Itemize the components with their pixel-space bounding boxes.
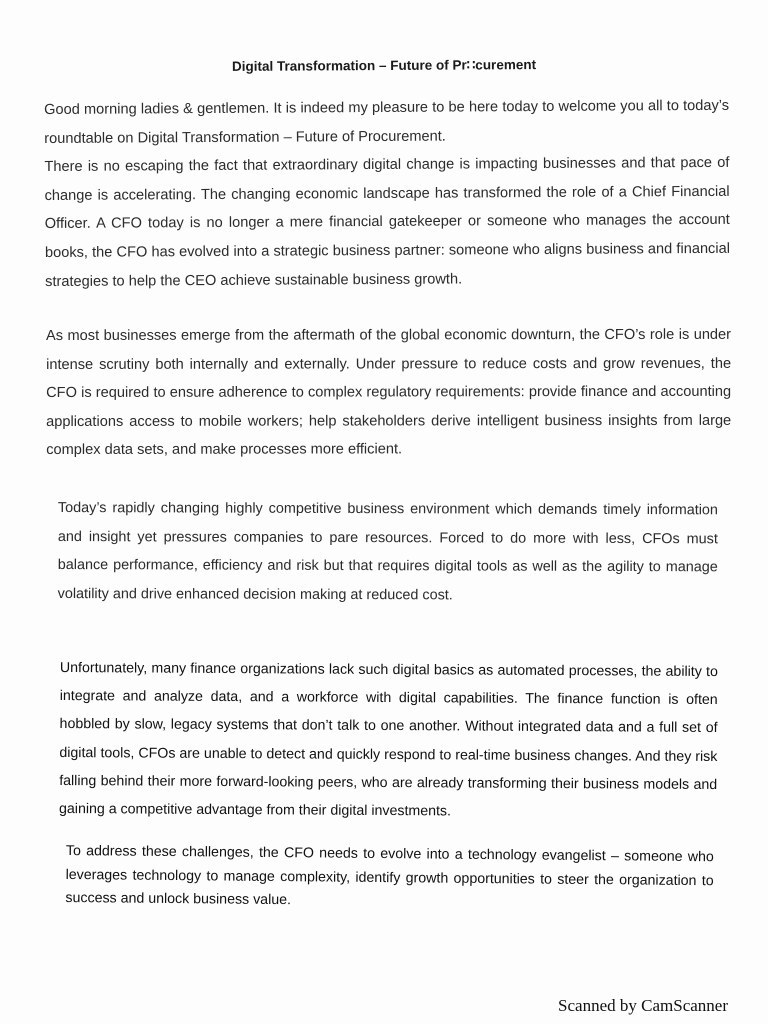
digital-basics-block: [59, 654, 718, 827]
paragraph-business-environment: Today’s rapidly changing highly competitive business environment which demands timely information and insight yet pressures companies to pare resources. Forced to do more with less, CFOs must balance performance, efficiency and risk but that requires digital tools as well as the agility to manage volatility and drive enhanced decision making at reduced cost.: [57, 499, 718, 604]
scanner-watermark: Scanned by CamScanner: [558, 996, 728, 1015]
paragraph-greeting: Good morning ladies & gentlemen. It is indeed my pleasure to be here today to welcome you all to today’s roundtable on Digital Transformation – Future of Procurement.: [44, 97, 730, 147]
paragraph-technology-evangelist: To address these challenges, the CFO needs to evolve into a technology evangelist – someone who leverages technology to manage complexity, identify growth opportunities to steer the organization to success and unlock business value.: [65, 842, 714, 909]
cfo-role-block: [46, 321, 731, 465]
environment-block: [58, 494, 718, 611]
paragraph-digital-change: There is no escaping the fact that extraordinary digital change is impacting businesses and that pace of change is accelerating. The changing economic landscape has transformed the role of a Chief Financial Officer. A CFO today is no longer a mere financial gatekeeper or someone who manages the account books, the CFO has evolved into a strategic business partner: someone who aligns business and financial strategies to help the CEO achieve sustainable business growth.: [44, 155, 730, 290]
document-title: Digital Transformation – Future of Pr∷curement: [231, 57, 537, 74]
paragraph-digital-basics: Unfortunately, many finance organizations lack such digital basics as automated processes, the ability to integrate and analyze data, and a workforce with digital capabilities. The finance function is often hobbled by slow, legacy systems that don’t talk to one another. Without integrated data and a full set of digital tools, CFOs are unable to detect and quickly respond to real-time business changes. And they risk falling behind their more forward-looking peers, who are already transforming their business models and gaining a competitive advantage from their digital investments.: [59, 659, 718, 820]
paragraph-cfo-scrutiny: As most businesses emerge from the aftermath of the global economic downturn, the CFO’s role is under intense scrutiny both internally and externally. Under pressure to reduce costs and grow revenues, the CFO is required to ensure adherence to complex regulatory requirements: provide finance and accounting applications access to mobile workers; help stakeholders derive intelligent business insights from large complex data sets, and make processes more efficient.: [46, 326, 732, 459]
intro-block: [44, 92, 730, 296]
evangelist-block: [65, 840, 714, 917]
